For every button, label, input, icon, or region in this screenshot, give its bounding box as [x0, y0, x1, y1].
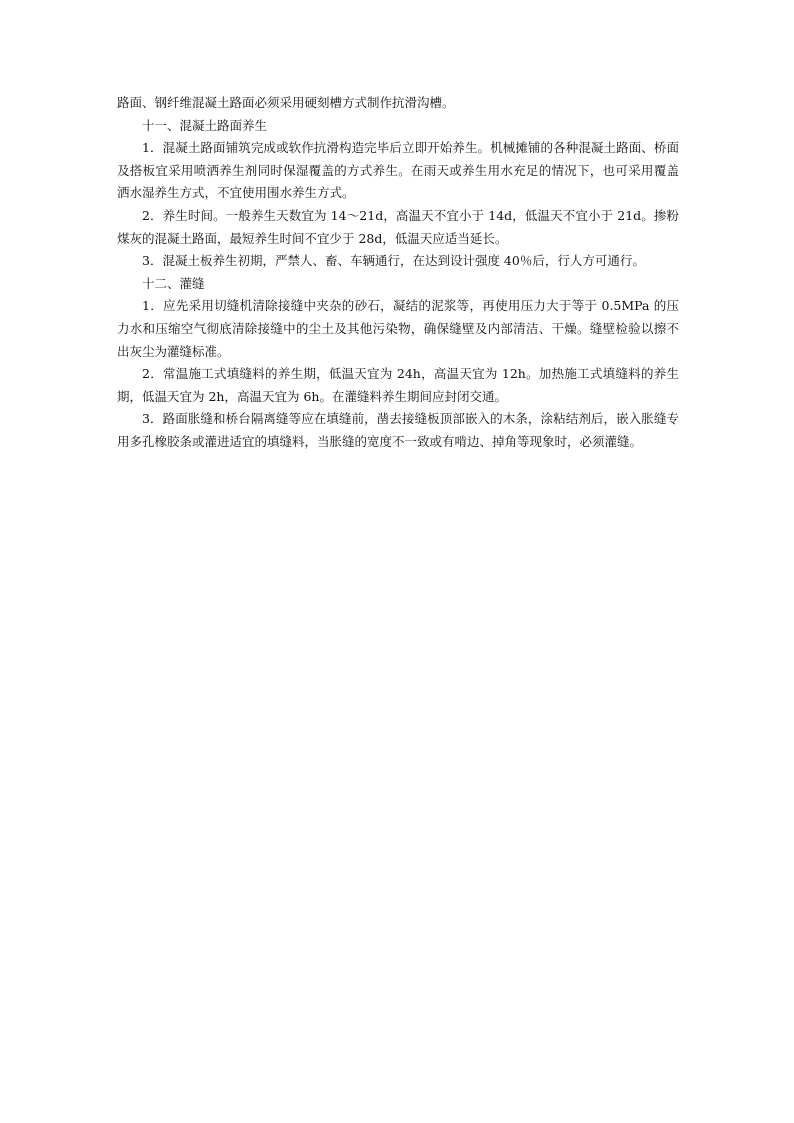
section-heading-joint-sealing: 十二、灌缝	[142, 275, 205, 291]
document-page	[117, 92, 679, 454]
paragraph-joint-sealing-1: 1．应先采用切缝机清除接缝中夹杂的砂石，凝结的泥浆等，再使用压力大于等于 0.5MPa 的压力水和压缩空气彻底清除接缝中的尘土及其他污染物，确保缝壁及内部清洁、干燥。缝壁检验以擦不出灰尘为灌缝标准。	[117, 298, 679, 359]
paragraph-curing-3: 3．混凝土板养生初期，严禁人、畜、车辆通行，在达到设计强度 40％后，行人方可通行。	[142, 253, 645, 269]
paragraph-continuation: 路面、钢纤维混凝土路面必须采用硬刻槽方式制作抗滑沟槽。	[117, 95, 455, 110]
section-heading-curing: 十一、混凝土路面养生	[142, 117, 268, 133]
paragraph-curing-1: 1．混凝土路面铺筑完成或软作抗滑构造完毕后立即开始养生。机械摊铺的各种混凝土路面、桥面及搭板宜采用喷洒养生剂同时保湿覆盖的方式养生。在雨天或养生用水充足的情况下，也可采用覆盖洒水湿养生方式，不宜使用围水养生方式。	[117, 140, 679, 201]
paragraph-curing-2: 2．养生时间。一般养生天数宜为 14～21d，高温天不宜小于 14d，低温天不宜小于 21d。掺粉煤灰的混凝土路面，最短养生时间不宜少于 28d，低温天应适当延长。	[117, 207, 679, 246]
paragraph-joint-sealing-3: 3．路面胀缝和桥台隔离缝等应在填缝前，凿去接缝板顶部嵌入的木条，涂粘结剂后，嵌入胀缝专用多孔橡胶条或灌进适宜的填缝料，当胀缝的宽度不一致或有啃边、掉角等现象时，必须灌缝。	[117, 411, 679, 449]
paragraph-joint-sealing-2: 2．常温施工式填缝料的养生期，低温天宜为 24h，高温天宜为 12h。加热施工式填缝料的养生期，低温天宜为 2h，高温天宜为 6h。在灌缝料养生期间应封闭交通。	[117, 366, 679, 404]
